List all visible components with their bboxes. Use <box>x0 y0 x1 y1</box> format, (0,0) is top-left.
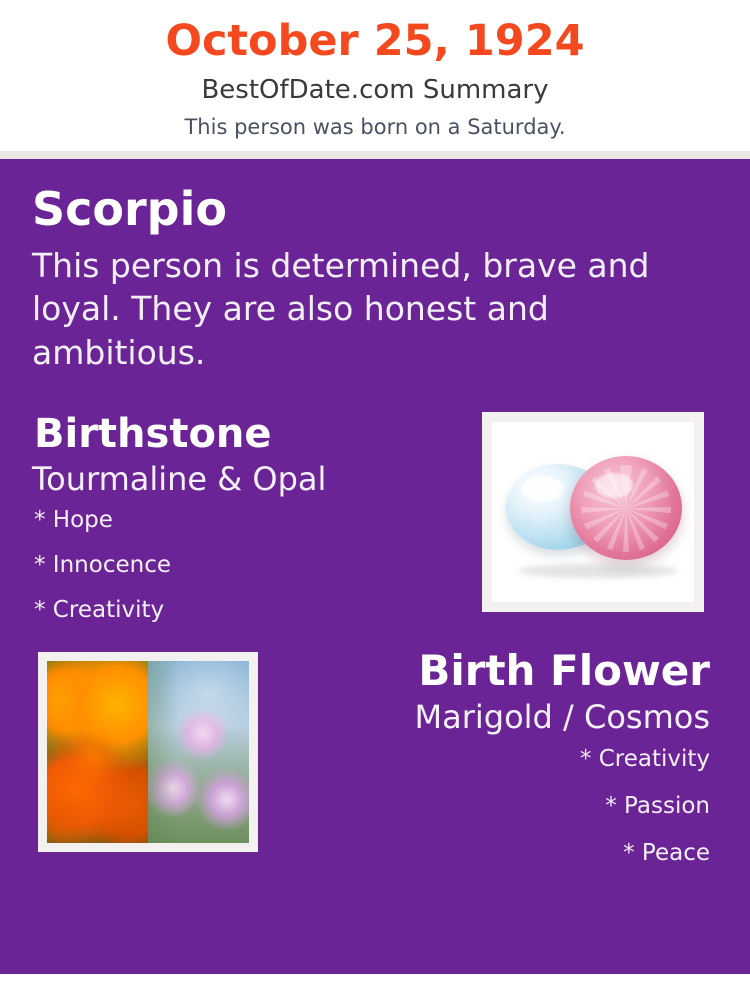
list-item: * Passion <box>605 793 710 820</box>
details-panel <box>0 159 750 974</box>
zodiac-section <box>0 159 750 375</box>
birthstone-title: Birthstone <box>34 411 272 458</box>
birth-flower-section <box>0 645 750 888</box>
birth-flower-photo <box>38 652 258 852</box>
tourmaline-gem-icon <box>570 456 682 560</box>
page-title: October 25, 1924 <box>165 16 585 66</box>
list-item: * Creativity <box>579 746 710 773</box>
birthstone-photo <box>482 412 704 612</box>
list-item: * Peace <box>623 840 710 867</box>
zodiac-sign-name: Scorpio <box>32 181 227 236</box>
birth-flower-names: Marigold / Cosmos <box>414 697 710 736</box>
list-item: * Creativity <box>34 596 165 623</box>
header-divider <box>0 151 750 159</box>
gem-shadow <box>518 564 678 578</box>
marigold-photo-half <box>47 661 148 843</box>
birth-flower-title: Birth Flower <box>418 645 710 695</box>
site-summary-label: BestOfDate.com Summary <box>201 75 549 106</box>
cosmos-photo-half <box>148 661 249 843</box>
birthstone-photo-inner <box>492 422 694 602</box>
birthstone-names: Tourmaline & Opal <box>32 460 327 499</box>
birth-day-note: This person was born on a Saturday. <box>184 115 566 140</box>
list-item: * Hope <box>34 506 113 533</box>
zodiac-description: This person is determined, brave and loyal. They are also honest and ambitious. <box>32 245 650 372</box>
list-item: * Innocence <box>34 551 171 578</box>
header <box>0 0 750 151</box>
birthstone-section <box>0 374 750 621</box>
